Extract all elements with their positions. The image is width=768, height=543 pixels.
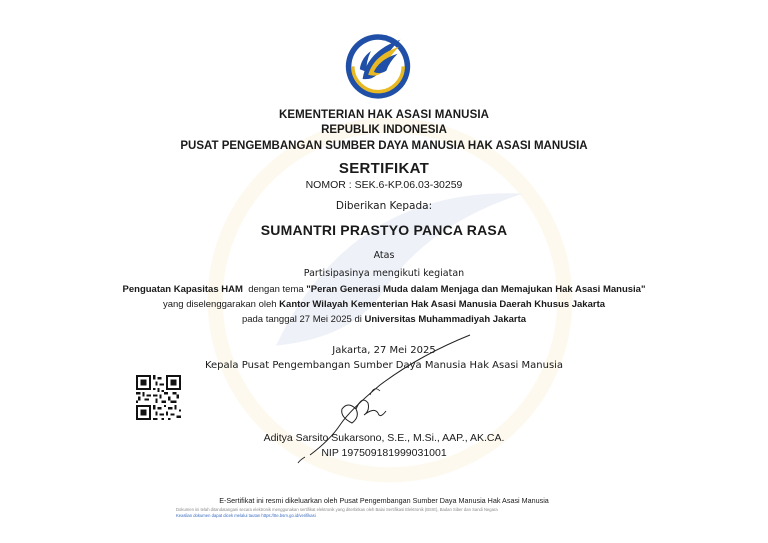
- event-theme: "Peran Generasi Muda dalam Menjaga dan Memajukan Hak Asasi Manusia": [306, 284, 646, 295]
- handwritten-signature: [270, 325, 490, 465]
- organizer-name: Kantor Wilayah Kementerian Hak Asasi Manusia Daerah Khusus Jakarta: [279, 299, 606, 310]
- date-venue-line: [0, 314, 768, 325]
- event-name: Penguatan Kapasitas HAM: [122, 284, 243, 295]
- qr-code-icon: [136, 375, 181, 420]
- signer-position: Kepala Pusat Pengembangan Sumber Daya Manusia Hak Asasi Manusia: [204, 360, 564, 371]
- republic-heading: REPUBLIK INDONESIA: [321, 124, 447, 136]
- signer-nip: NIP 197509181999031001: [321, 447, 447, 459]
- given-to-label: Diberikan Kepada:: [335, 200, 433, 212]
- recipient-name: SUMANTRI PRASTYO PANCA RASA: [260, 222, 508, 238]
- venue-name: Universitas Muhammadiyah Jakarta: [364, 314, 527, 325]
- date-prefix: pada tanggal 27 Mei 2025 di: [241, 314, 362, 325]
- footer-notice: E-Sertifikat ini resmi dikeluarkan oleh Pusat Pengembangan Sumber Daya Manusia Hak Asasi Manusia: [219, 496, 549, 505]
- theme-prefix: dengan tema: [248, 284, 304, 295]
- ministry-heading: KEMENTERIAN HAK ASASI MANUSIA: [278, 109, 490, 121]
- certificate-title: SERTIFIKAT: [338, 160, 430, 177]
- participation-text: Partisipasinya mengikuti kegiatan: [303, 268, 465, 279]
- event-line: [0, 284, 768, 295]
- footer-fine-print: Dokumen ini telah ditandatangani secara elektronik menggunakan sertifikat elektronik yang diterbitkan oleh Balai Sertifikasi Elektronik (BSrE), Badan Siber dan Sandi Negara: [176, 507, 498, 512]
- organizer-prefix: yang diselenggarakan oleh: [162, 299, 277, 310]
- organizer-line: [0, 299, 768, 310]
- center-heading: PUSAT PENGEMBANGAN SUMBER DAYA MANUSIA HAK ASASI MANUSIA: [180, 140, 588, 152]
- kemenham-logo-icon: [343, 30, 413, 100]
- for-label: Atas: [373, 250, 395, 261]
- signer-name: Aditya Sarsito Sukarsono, S.E., M.Si., AAP., AK.CA.: [263, 432, 505, 444]
- place-date: Jakarta, 27 Mei 2025: [332, 345, 436, 356]
- footer-verify-link[interactable]: Keaslian dokumen dapat dicek melalui tautan https://tte.bsrn.go.id/verifikasi: [176, 513, 316, 518]
- certificate-number: NOMOR : SEK.6-KP.06.03-30259: [305, 179, 463, 191]
